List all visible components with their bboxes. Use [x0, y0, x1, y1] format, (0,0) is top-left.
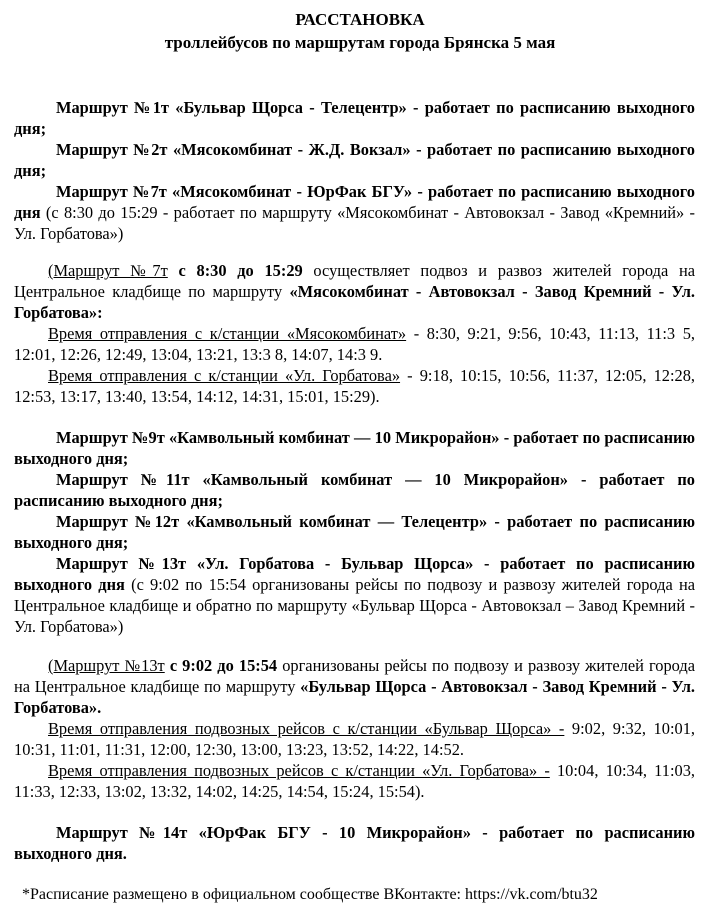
route-13-dep2-times: 10:04, 10:34, 11:03, 11:33, 12:33, 13:02, 13:32, 14:02, 14:25, 14:54, 15:24, 15:54). [14, 761, 695, 801]
route-13 [14, 553, 695, 637]
footer-note: *Расписание размещено в официальном сообществе ВКонтакте: https://vk.com/btu32 [22, 886, 598, 903]
route-13-departures-1 [14, 718, 695, 760]
route-2 [14, 139, 695, 181]
route-7-detail [14, 260, 695, 407]
route-13-departures-2 [14, 760, 695, 802]
page-title: РАССТАНОВКА [295, 10, 425, 29]
route-7-dep1-times: - 8:30, 9:21, 9:56, 10:43, 11:13, 11:3 5, 12:01, 12:26, 12:49, 13:04, 13:21, 13:3 8, 14:07, 14:3 9. [14, 324, 695, 364]
route-7 [14, 181, 695, 244]
route-1 [14, 97, 695, 139]
route-13-name: Маршрут №13т «Ул. Горбатова - Бульвар Щорса» - работает по расписанию выходного дня [14, 554, 695, 594]
route-1-name: Маршрут №1т «Бульвар Щорса - Телецентр» [56, 98, 407, 117]
route-14-block [14, 822, 695, 864]
route-13-dep1-label: Время отправления подвозных рейсов с к/станции «Бульвар Щорса» - [48, 719, 565, 738]
route-7-detail-open: (Маршрут №7т [48, 261, 168, 280]
route-1-status: - работает по расписанию выходного дня; [14, 98, 695, 138]
routes-block-b [14, 427, 695, 637]
route-7-departures-1 [14, 323, 695, 365]
route-7-dep1-label: Время отправления с к/станции «Мясокомбинат» [48, 324, 407, 343]
route-13-note: (с 9:02 по 15:54 организованы рейсы по подвозу и развозу жителей города на Центральное кладбище и обратно по маршруту «Бульвар Щорса - Автовокзал – Завод Кремний - Ул. Горбатова») [14, 575, 695, 636]
route-11-name: Маршрут №11т «Камвольный комбинат — 10 Микрорайон» - работает по расписанию выходного дня; [14, 470, 695, 510]
route-7-dep2-label: Время отправления с к/станции «Ул. Горбатова» [48, 366, 401, 385]
route-2-status: - работает по расписанию выходного дня; [14, 140, 695, 180]
route-13-detail-time: с 9:02 до 15:54 [164, 656, 278, 675]
route-12-name: Маршрут №12т «Камвольный комбинат — Телецентр» - работает по расписанию выходного дня; [14, 512, 695, 552]
route-2-name: Маршрут №2т «Мясокомбинат - Ж.Д. Вокзал» [56, 140, 411, 159]
route-7-name: Маршрут №7т «Мясокомбинат - ЮрФак БГУ» [56, 182, 413, 201]
route-13-detail [14, 655, 695, 802]
route-7-dep2-times: - 9:18, 10:15, 10:56, 11:37, 12:05, 12:28, 12:53, 13:17, 13:40, 13:54, 14:12, 14:31, 15:01, 15:29). [14, 366, 696, 406]
route-13-detail-open: (Маршрут №13т [48, 656, 165, 675]
route-13-dep2-label: Время отправления подвозных рейсов с к/станции «Ул. Горбатова» - [48, 761, 550, 780]
route-11 [14, 469, 695, 511]
route-14-name: Маршрут №14т «ЮрФак БГУ - 10 Микрорайон» - работает по расписанию выходного дня. [14, 823, 695, 863]
routes-block-a [14, 97, 695, 244]
route-7-detail-route: «Мясокомбинат - Автовокзал - Завод Кремний - Ул. Горбатова»: [14, 282, 695, 322]
route-7-departures-2 [14, 365, 695, 407]
route-13-detail-route: «Бульвар Щорса - Автовокзал - Завод Кремний - Ул. Горбатова». [14, 677, 696, 717]
route-7-note: (с 8:30 до 15:29 - работает по маршруту «Мясокомбинат - Автовокзал - Завод «Кремний» - Ул. Горбатова») [14, 203, 695, 243]
route-7-status: - работает по расписанию выходного дня [14, 182, 695, 222]
page-subtitle: троллейбусов по маршрутам города Брянска 5 мая [164, 33, 556, 52]
route-7-detail-intro [14, 260, 695, 323]
route-12 [14, 511, 695, 553]
route-14 [14, 822, 695, 864]
route-9-name: Маршрут №9т «Камвольный комбинат — 10 Микрорайон» - работает по расписанию выходного дня; [14, 428, 695, 468]
route-13-detail-intro [14, 655, 695, 718]
route-13-dep1-times: 9:02, 9:32, 10:01, 10:31, 11:01, 11:31, 12:00, 12:30, 13:00, 13:23, 13:52, 14:22, 14:52. [14, 719, 695, 759]
route-7-detail-text: осуществляет подвоз и развоз жителей города на Центральное кладбище по маршруту [14, 261, 695, 301]
route-13-detail-text: организованы рейсы по подвозу и развозу жителей города на Центральное кладбище по маршруту [14, 656, 695, 696]
route-7-detail-time: с 8:30 до 15:29 [167, 261, 303, 280]
route-9 [14, 427, 695, 469]
